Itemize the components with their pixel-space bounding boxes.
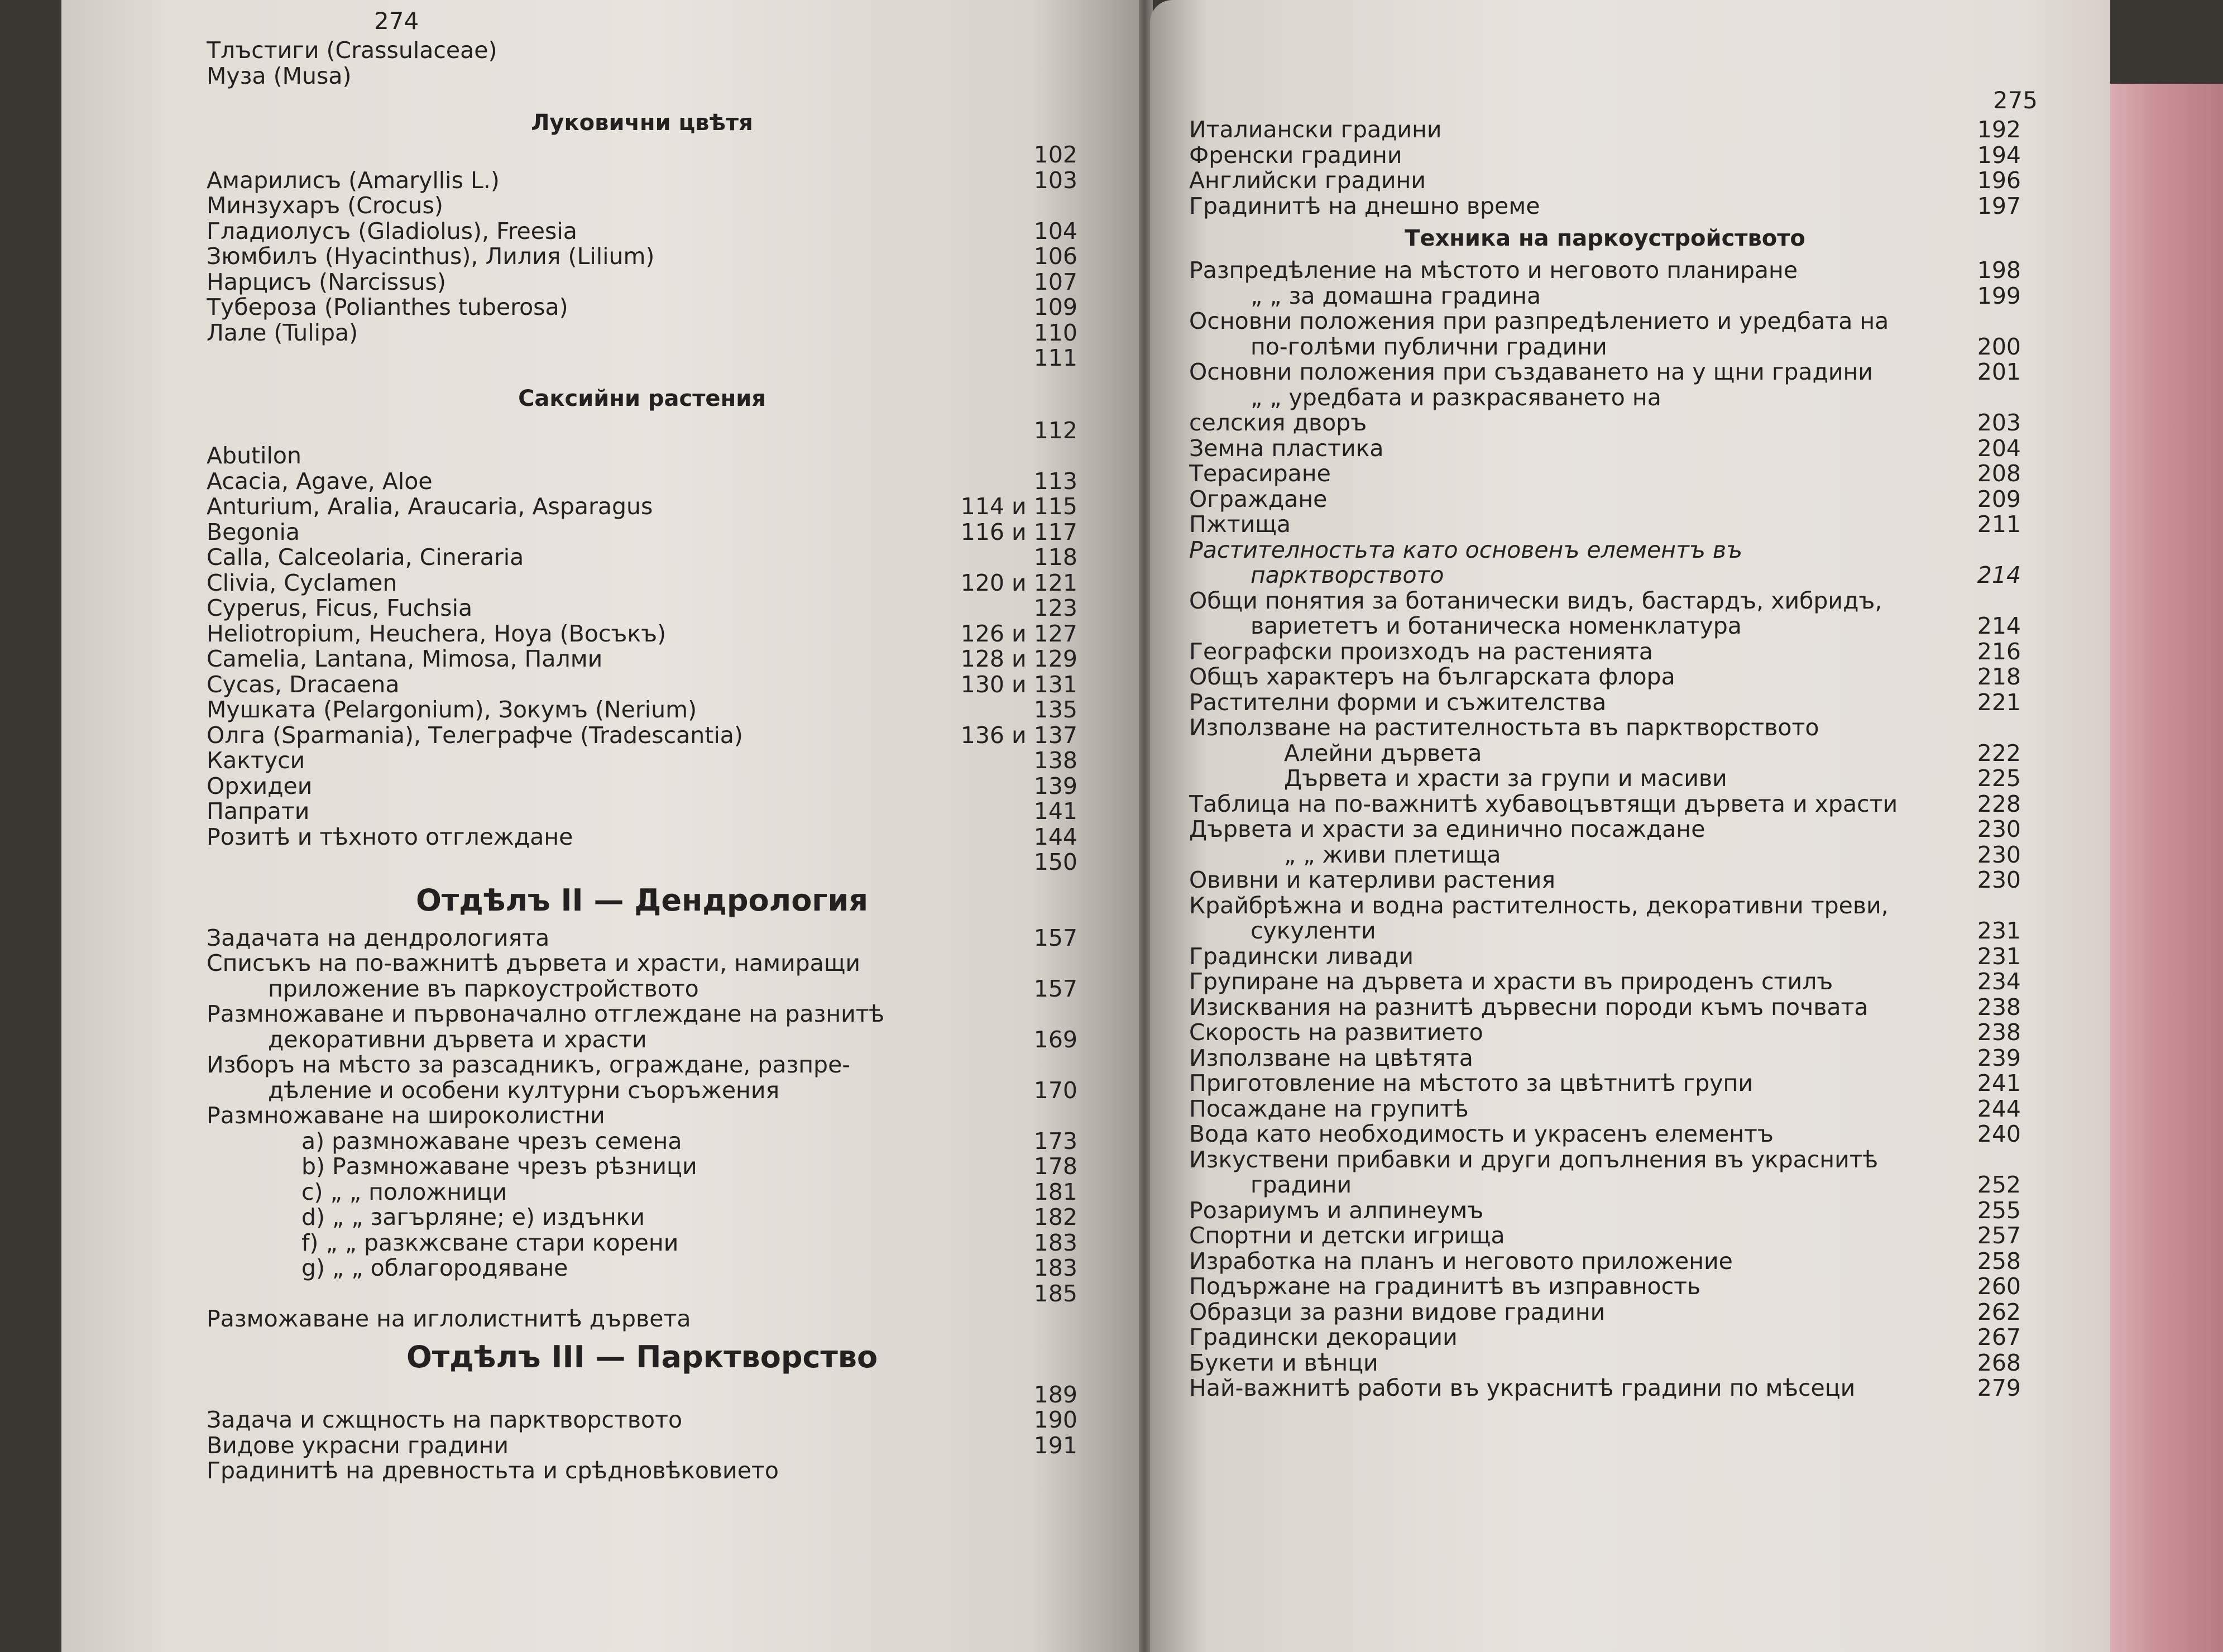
toc-title: Земна пластика <box>1189 435 1384 461</box>
toc-page-number: 112 <box>1033 416 1077 444</box>
pot-plants-heading: Саксийни растения <box>518 385 766 411</box>
toc-page-number: 230 <box>1977 816 2021 842</box>
toc-title: Скорость на развитието <box>1189 1020 1483 1046</box>
toc-row <box>1189 741 2021 767</box>
toc-row <box>207 672 1077 698</box>
toc-title: Градински декорации <box>1189 1325 1458 1351</box>
toc-page-number: 201 <box>1977 358 2021 385</box>
toc-row <box>207 1382 1077 1408</box>
toc-title: Розитѣ и тѣхното отглеждане <box>207 824 573 850</box>
right-page <box>1150 0 2110 1652</box>
toc-title: Географски произходъ на растенията <box>1189 639 1653 664</box>
toc-page-number: 182 <box>1033 1204 1077 1230</box>
toc-title: Градински ливади <box>1189 944 1414 969</box>
toc-row <box>207 621 1077 647</box>
toc-title: Растителни форми и съжителства <box>1189 689 1607 715</box>
toc-page-number: 130 и 131 <box>960 671 1077 698</box>
toc-row <box>1189 385 2021 411</box>
toc-row <box>1189 436 2021 462</box>
left-top-entries <box>207 38 1077 89</box>
toc-row <box>207 1230 1077 1256</box>
toc-page-number: 238 <box>1977 993 2021 1021</box>
toc-title: селския дворъ <box>1189 410 1367 436</box>
toc-page-number: 109 <box>1033 294 1077 320</box>
toc-page-number: 104 <box>1033 217 1077 245</box>
toc-title: сукуленти <box>1251 918 1376 944</box>
toc-page-number: 120 и 121 <box>960 569 1077 596</box>
toc-title: Вода като необходимость и украсенъ елементъ <box>1189 1122 1774 1147</box>
toc-page-number: 255 <box>1977 1196 2021 1224</box>
toc-title: Разможаване на иглолистнитѣ дървета <box>207 1306 691 1332</box>
toc-page-number: 214 <box>1977 562 2021 588</box>
toc-title: Общъ характеръ на българската флора <box>1189 664 1675 690</box>
toc-page-number: 228 <box>1977 790 2021 817</box>
toc-row <box>1189 1274 2021 1300</box>
toc-page-number: 139 <box>1033 772 1077 799</box>
toc-page-number: 106 <box>1033 243 1077 270</box>
section-3-heading: Отдѣлъ III — Парктворство <box>406 1339 878 1375</box>
toc-title: Heliotropium, Heuchera, Hoya (Восъкъ) <box>207 621 667 647</box>
toc-row <box>1189 563 2021 588</box>
toc-title: Begonia <box>207 519 300 545</box>
toc-page-number: 144 <box>1033 823 1077 850</box>
toc-title: d) „ „ загърляне; e) издънки <box>301 1205 645 1230</box>
toc-title: Алейни дървета <box>1284 740 1482 766</box>
toc-row <box>207 244 1077 270</box>
toc-page-number: 189 <box>1033 1381 1077 1408</box>
toc-page-number: 170 <box>1033 1076 1077 1104</box>
toc-page-number: 191 <box>1033 1431 1077 1459</box>
toc-row <box>207 1433 1077 1459</box>
toc-row <box>1189 1172 2021 1198</box>
toc-row <box>1189 360 2021 385</box>
section-2-entries <box>207 926 1077 1332</box>
toc-title: „ „ живи плетища <box>1284 842 1501 868</box>
toc-row <box>207 270 1077 295</box>
toc-page-number: 173 <box>1033 1127 1077 1155</box>
toc-title: а) размножаване чрезъ семена <box>301 1128 682 1154</box>
toc-row <box>207 723 1077 749</box>
toc-row <box>207 1281 1077 1307</box>
toc-title: Италиански градини <box>1189 117 1442 143</box>
toc-row <box>207 1458 1077 1484</box>
toc-title: Общи понятия за ботанически видъ, бастардъ, хибридъ, <box>1189 588 1882 614</box>
toc-title: Групиране на дървета и храсти въ природенъ стилъ <box>1189 969 1833 995</box>
toc-page-number: 204 <box>1977 434 2021 462</box>
toc-page-number: 231 <box>1977 942 2021 970</box>
toc-title: Олга (Sparmania), Телеграфче (Tradescantia) <box>207 722 743 748</box>
toc-row <box>207 1180 1077 1205</box>
toc-title: Cycas, Dracaena <box>207 672 400 697</box>
toc-page-number: 211 <box>1977 511 2021 538</box>
toc-title: Зюмбилъ (Hyacinthus), Лилия (Lilium) <box>207 244 655 270</box>
toc-page-number: 183 <box>1033 1254 1077 1281</box>
toc-page-number: 209 <box>1977 485 2021 513</box>
toc-title: Орхидеи <box>207 773 313 799</box>
toc-title: Задача и сжщность на парктворството <box>207 1407 683 1433</box>
toc-page-number: 239 <box>1977 1044 2021 1071</box>
toc-title: парктворството <box>1251 563 1444 588</box>
toc-page-number: 200 <box>1977 333 2021 360</box>
toc-page-number: 234 <box>1977 968 2021 995</box>
toc-row <box>207 596 1077 621</box>
toc-row <box>207 1306 1077 1332</box>
toc-title: Английски градини <box>1189 168 1426 194</box>
toc-page-number: 178 <box>1033 1153 1077 1180</box>
toc-page-number: 244 <box>1977 1095 2021 1122</box>
toc-row <box>207 850 1077 875</box>
toc-title: b) Размножаване чрезъ рѣзници <box>301 1154 697 1180</box>
toc-title: Терасиране <box>1189 461 1331 487</box>
toc-title: Кактуси <box>207 748 305 774</box>
toc-page-number: 218 <box>1977 663 2021 690</box>
toc-row <box>1189 1351 2021 1376</box>
toc-title: Папрати <box>207 799 310 825</box>
toc-row <box>207 799 1077 825</box>
toc-title: Ограждане <box>1189 486 1328 512</box>
toc-page-number: 258 <box>1977 1247 2021 1275</box>
toc-page-number: 138 <box>1033 747 1077 774</box>
toc-title: Изисквания на разнитѣ дървесни породи къмъ почвата <box>1189 994 1869 1020</box>
toc-title: Clivia, Cyclamen <box>207 570 397 596</box>
toc-title: Тлъстиги (Crassulaceae) <box>207 38 497 64</box>
toc-title: Градинитѣ на днешно време <box>1189 193 1540 219</box>
toc-page-number: 216 <box>1977 638 2021 665</box>
toc-title: Муза (Musa) <box>207 63 352 89</box>
toc-page-number: 103 <box>1033 166 1077 194</box>
toc-title: Дървета и храсти за единично посаждане <box>1189 817 1705 842</box>
toc-page-number: 111 <box>1033 344 1077 371</box>
toc-title: вариететъ и ботаническа номенклатура <box>1251 614 1742 639</box>
section-3-entries <box>207 1382 1077 1484</box>
toc-row <box>207 418 1077 444</box>
toc-title: градини <box>1251 1172 1352 1198</box>
toc-title: Calla, Calceolaria, Cineraria <box>207 545 524 571</box>
toc-title: Гладиолусъ (Gladiolus), Freesia <box>207 218 577 244</box>
toc-row <box>207 1078 1077 1104</box>
toc-title: Крайбрѣжна и водна растителность, декоративни треви, <box>1189 893 1889 918</box>
toc-page-number: 141 <box>1033 798 1077 825</box>
toc-row <box>207 697 1077 723</box>
toc-row <box>207 64 1077 89</box>
toc-row <box>1189 1300 2021 1325</box>
toc-title: Acacia, Agave, Aloe <box>207 468 433 494</box>
toc-row <box>207 295 1077 320</box>
toc-title: Основни положения при създаването на у щни градини <box>1189 360 1873 385</box>
toc-row <box>1189 1249 2021 1275</box>
toc-title: Изкуствени прибавки и други допълнения въ украснитѣ <box>1189 1147 1879 1172</box>
toc-page-number: 238 <box>1977 1019 2021 1046</box>
toc-row <box>207 443 1077 469</box>
toc-page-number: 203 <box>1977 409 2021 436</box>
toc-row <box>1189 487 2021 513</box>
toc-page-number: 196 <box>1977 167 2021 194</box>
toc-title: „ „ за домашна градина <box>1251 283 1541 309</box>
toc-title: Списъкъ на по-важнитѣ дървета и храсти, намиращи <box>207 951 861 976</box>
toc-page-number: 221 <box>1977 688 2021 716</box>
toc-page-number: 185 <box>1033 1280 1077 1307</box>
toc-row <box>207 1205 1077 1230</box>
toc-title: Букети и вѣнци <box>1189 1350 1378 1376</box>
toc-row <box>1189 614 2021 639</box>
toc-row <box>207 926 1077 951</box>
toc-row <box>1189 639 2021 665</box>
toc-row <box>1189 792 2021 817</box>
toc-title: Лале (Tulipa) <box>207 320 358 346</box>
toc-row <box>1189 969 2021 995</box>
toc-row <box>207 571 1077 596</box>
toc-title: Задачата на дендрологията <box>207 925 550 951</box>
toc-row <box>207 1129 1077 1155</box>
toc-title: декоративни дървета и храсти <box>268 1027 647 1052</box>
toc-row <box>207 1154 1077 1180</box>
toc-title: Растителностьта като основенъ елементъ въ <box>1189 537 1742 563</box>
toc-title: Пжтища <box>1189 512 1291 538</box>
toc-row <box>1189 868 2021 893</box>
toc-row <box>207 219 1077 245</box>
toc-page-number: 240 <box>1977 1121 2021 1147</box>
toc-page-number: 190 <box>1033 1406 1077 1433</box>
toc-row <box>1189 194 2021 219</box>
toc-title: Изборъ на мѣсто за разсадникъ, ограждане, разпре- <box>207 1052 851 1078</box>
toc-page-number: 230 <box>1977 841 2021 868</box>
toc-title: f) „ „ разкжсване стари корени <box>301 1230 679 1256</box>
toc-row <box>207 825 1077 850</box>
toc-title: c) „ „ положници <box>301 1179 507 1205</box>
toc-page-number: 268 <box>1977 1349 2021 1376</box>
toc-page-number: 123 <box>1033 595 1077 621</box>
toc-page-number: 225 <box>1977 765 2021 792</box>
page-number-left: 274 <box>374 7 419 35</box>
toc-row <box>207 320 1077 346</box>
toc-title: Най-важнитѣ работи въ украснитѣ градини по мѣсеци <box>1189 1376 1856 1401</box>
toc-row <box>207 38 1077 64</box>
toc-page-number: 192 <box>1977 116 2021 143</box>
toc-page-number: 157 <box>1033 924 1077 951</box>
toc-title: Минзухаръ (Crocus) <box>207 193 443 219</box>
toc-row <box>1189 690 2021 716</box>
toc-page-number: 257 <box>1977 1222 2021 1249</box>
toc-row <box>1189 410 2021 436</box>
left-page <box>61 0 1139 1652</box>
toc-title: g) „ „ облагородяване <box>301 1256 568 1281</box>
toc-page-number: 136 и 137 <box>960 721 1077 749</box>
toc-title: Таблица на по-важнитѣ хубавоцъвтящи дървета и храсти <box>1189 791 1898 817</box>
toc-page-number: 198 <box>1977 257 2021 284</box>
toc-row <box>207 142 1077 168</box>
toc-page-number: 114 и 115 <box>960 493 1077 520</box>
toc-row <box>207 494 1077 520</box>
toc-row <box>1189 766 2021 792</box>
bulb-entries <box>207 142 1077 371</box>
toc-page-number: 118 <box>1033 544 1077 571</box>
toc-row <box>207 1052 1077 1078</box>
toc-title: Мушката (Pelargonium), Зокумъ (Nerium) <box>207 697 697 723</box>
toc-row <box>1189 918 2021 944</box>
toc-row <box>1189 842 2021 868</box>
toc-row <box>1189 284 2021 309</box>
toc-row <box>207 647 1077 672</box>
toc-page-number: 135 <box>1033 696 1077 723</box>
toc-row <box>207 951 1077 976</box>
toc-title: Camelia, Lantana, Mimosa, Палми <box>207 647 603 672</box>
toc-row <box>207 1256 1077 1281</box>
toc-row <box>1189 1325 2021 1351</box>
toc-row <box>1189 588 2021 614</box>
section-2-heading: Отдѣлъ II — Дендрология <box>415 882 869 918</box>
right-top-entries <box>1189 117 2021 219</box>
toc-page-number: 241 <box>1977 1070 2021 1096</box>
toc-page-number: 194 <box>1977 141 2021 169</box>
toc-row <box>1189 715 2021 741</box>
toc-title: приложение въ паркоустройството <box>268 976 699 1002</box>
toc-title: Овивни и катерливи растения <box>1189 868 1556 893</box>
page-number-right: 275 <box>1992 87 2038 114</box>
toc-row <box>1189 334 2021 360</box>
toc-row <box>1189 1147 2021 1173</box>
toc-title: Abutilon <box>207 443 301 469</box>
toc-page-number: 116 и 117 <box>960 518 1077 545</box>
toc-row <box>207 774 1077 799</box>
toc-title: Изработка на планъ и неговото приложение <box>1189 1248 1733 1274</box>
toc-row <box>207 520 1077 545</box>
toc-row <box>1189 1376 2021 1401</box>
toc-row <box>1189 1122 2021 1147</box>
toc-row <box>207 1103 1077 1129</box>
toc-page-number: 262 <box>1977 1298 2021 1325</box>
toc-title: Размножаване и първоначално отглеждане на разнитѣ <box>207 1002 885 1027</box>
toc-row <box>1189 1071 2021 1096</box>
toc-row <box>1189 461 2021 487</box>
toc-title: Амарилисъ (Amaryllis L.) <box>207 167 500 193</box>
toc-title: Основни положения при разпредѣлението и уредбата на <box>1189 309 1889 334</box>
toc-row <box>1189 817 2021 842</box>
toc-title: Използване на растителностьта въ парктворството <box>1189 715 1819 741</box>
toc-page-number: 279 <box>1977 1375 2021 1401</box>
toc-page-number: 208 <box>1977 460 2021 487</box>
toc-page-number: 214 <box>1977 612 2021 639</box>
toc-page-number: 110 <box>1033 319 1077 346</box>
toc-row <box>1189 258 2021 284</box>
toc-title: Тубероза (Polianthes tuberosa) <box>207 295 568 320</box>
toc-page-number: 107 <box>1033 268 1077 295</box>
toc-page-number: 150 <box>1033 849 1077 875</box>
toc-row <box>207 1407 1077 1433</box>
toc-title: Приготовление на мѣстото за цвѣтнитѣ групи <box>1189 1071 1754 1096</box>
toc-row <box>207 346 1077 371</box>
toc-row <box>1189 1198 2021 1224</box>
toc-page-number: 230 <box>1977 866 2021 893</box>
toc-row <box>1189 168 2021 194</box>
toc-row <box>207 469 1077 495</box>
toc-page-number: 126 и 127 <box>960 620 1077 647</box>
toc-title: дѣление и особени културни съоръжения <box>268 1078 780 1103</box>
technique-heading: Техника на паркоустройството <box>1405 226 1805 251</box>
toc-row <box>1189 893 2021 919</box>
toc-title: Видове украсни градини <box>207 1433 509 1458</box>
toc-title: Cyperus, Ficus, Fuchsia <box>207 596 473 621</box>
toc-page-number: 222 <box>1977 739 2021 767</box>
toc-page-number: 169 <box>1033 1026 1077 1053</box>
toc-row <box>1189 1223 2021 1249</box>
toc-page-number: 252 <box>1977 1171 2021 1198</box>
toc-row <box>1189 143 2021 169</box>
cover-edge <box>2110 84 2223 1652</box>
toc-title: Посаждане на групитѣ <box>1189 1096 1469 1122</box>
toc-title: Нарцисъ (Narcissus) <box>207 269 446 295</box>
toc-row <box>1189 1046 2021 1071</box>
technique-entries <box>1189 258 2021 1401</box>
toc-page-number: 199 <box>1977 282 2021 309</box>
toc-page-number: 183 <box>1033 1229 1077 1256</box>
toc-row <box>207 748 1077 774</box>
toc-title: „ „ уредбата и разкрасяването на <box>1251 385 1661 410</box>
toc-page-number: 157 <box>1033 975 1077 1002</box>
toc-row <box>1189 1096 2021 1122</box>
toc-row <box>207 193 1077 219</box>
toc-page-number: 267 <box>1977 1324 2021 1351</box>
toc-title: Спортни и детски игрища <box>1189 1223 1505 1249</box>
toc-title: Anturium, Aralia, Araucaria, Asparagus <box>207 494 653 520</box>
toc-title: Използване на цвѣтята <box>1189 1045 1473 1071</box>
toc-page-number: 128 и 129 <box>960 645 1077 672</box>
toc-row <box>1189 1020 2021 1046</box>
toc-row <box>1189 512 2021 538</box>
toc-row <box>1189 664 2021 690</box>
bulb-heading: Луковични цвѣтя <box>531 110 753 136</box>
toc-title: Размножаване на широколистни <box>207 1103 605 1129</box>
toc-title: по-голѣми публични градини <box>1251 334 1607 360</box>
toc-title: Разпредѣление на мѣстото и неговото планиране <box>1189 258 1798 284</box>
toc-row <box>1189 995 2021 1021</box>
toc-page-number: 197 <box>1977 192 2021 219</box>
toc-title: Образци за разни видове градини <box>1189 1299 1606 1325</box>
toc-row <box>207 1027 1077 1053</box>
toc-title: Подържане на градинитѣ въ изправность <box>1189 1274 1701 1300</box>
toc-page-number: 113 <box>1033 467 1077 495</box>
toc-title: Дървета и храсти за групи и масиви <box>1284 766 1727 792</box>
toc-row <box>1189 538 2021 563</box>
toc-row <box>207 545 1077 571</box>
toc-title: Френски градини <box>1189 142 1402 168</box>
pot-entries <box>207 418 1077 875</box>
toc-row <box>1189 117 2021 143</box>
toc-row <box>1189 309 2021 334</box>
toc-row <box>207 976 1077 1002</box>
toc-page-number: 102 <box>1033 141 1077 168</box>
toc-row <box>1189 944 2021 970</box>
toc-title: Розариумъ и алпинеумъ <box>1189 1198 1484 1223</box>
toc-page-number: 260 <box>1977 1273 2021 1300</box>
toc-row <box>207 168 1077 194</box>
toc-title: Градинитѣ на древностьта и срѣдновѣковието <box>207 1458 779 1484</box>
toc-page-number: 181 <box>1033 1178 1077 1205</box>
toc-page-number: 231 <box>1977 917 2021 944</box>
toc-row <box>207 1002 1077 1027</box>
